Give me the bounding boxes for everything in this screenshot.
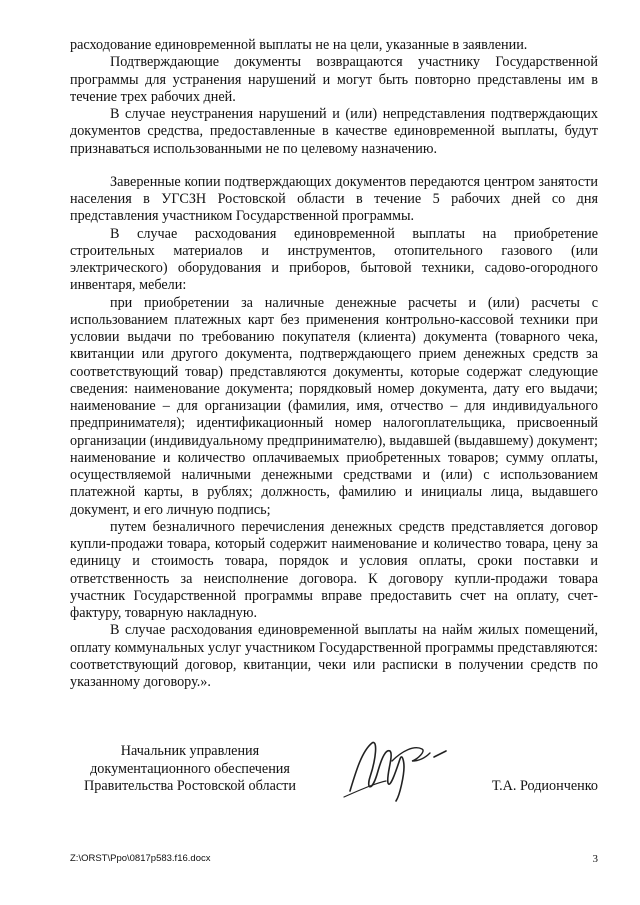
signatory-title-line-1: Начальник управления bbox=[120, 743, 260, 759]
paragraph-6: при приобретении за наличные денежные расчеты и (или) расчеты с использованием платежных карт без применения контрольно-кассовой техники при условии выдачи по требованию покупателя (клиента) документа (товарного чека, квитанции или другого документа, подтверждающего прием денежных средств за соответствующий товар) представляются документы, которые содержат следующие сведения: наименование документа; порядковый номер документа, дату его выдачи; наименование – для организации (фамилия, имя, отчество – для индивидуального предпринимателя); идентификационный номер налогоплательщика, присвоенный организации (индивидуальному предпринимателю), выдавшей (выдавшему) документ; наименование и количество оплачиваемых приобретенных товаров; сумму оплаты, осуществляемой наличными денежными средствами и (или) с использованием платежной карты, в рублях; должность, фамилию и инициалы лица, выдавшего документ, и его личную подпись; bbox=[70, 294, 598, 518]
paragraph-1: расходование единовременной выплаты не на цели, указанные в заявлении. bbox=[70, 37, 528, 53]
paragraph-7: путем безналичного перечисления денежных средств представляется договор купли-продажи товара, который содержит наименование и количество товара, цену за единицу и стоимость товара, порядок и условия оплаты, сроки поставки и ответственность за неисполнение договора. К договору купли-продажи товара участник Государственной программы вправе предоставить счет на оплату, счет-фактуру, товарную накладную. bbox=[70, 518, 598, 621]
paragraph-2: Подтверждающие документы возвращаются участнику Государственной программы для устранения нарушений и могут быть повторно представлены им в течение трех рабочих дней. bbox=[70, 54, 598, 105]
signature-block bbox=[70, 743, 598, 813]
file-path: Z:\ORST\Ppo\0817p583.f16.docx bbox=[70, 853, 211, 864]
signatory-title bbox=[70, 743, 310, 796]
paragraph-5: В случае расходования единовременной выплаты на приобретение строительных материалов и инструментов, отопительного газового (или электрического) оборудования и приборов, бытовой техники, садово-огородного инвентаря, мебели: bbox=[70, 225, 598, 294]
signatory-title-line-2: документационного обеспечения bbox=[90, 760, 290, 777]
paragraph-3: В случае неустранения нарушений и (или) непредставления подтверждающих документов средства, предоставленные в качестве единовременной выплаты, будут признаваться использованными не по целевому назначению. bbox=[70, 106, 598, 157]
signatory-name: Т.А. Родионченко bbox=[491, 778, 598, 794]
document-body bbox=[70, 37, 598, 691]
paragraph-4: Заверенные копии подтверждающих документов передаются центром занятости населения в УГСЗН Ростовской области в течение 5 рабочих дней со дня представления участником Государственной программы. bbox=[70, 173, 598, 225]
handwritten-signature bbox=[342, 731, 452, 806]
page-number: 3 bbox=[592, 853, 598, 865]
paragraph-8: В случае расходования единовременной выплаты на найм жилых помещений, оплату коммунальных услуг участником Государственной программы представляются: соответствующий договор, квитанции, чеки или расписки в получении средств по указанному договору.». bbox=[70, 622, 598, 690]
signatory-title-line-3: Правительства Ростовской области bbox=[84, 778, 296, 794]
page-footer bbox=[70, 853, 598, 867]
